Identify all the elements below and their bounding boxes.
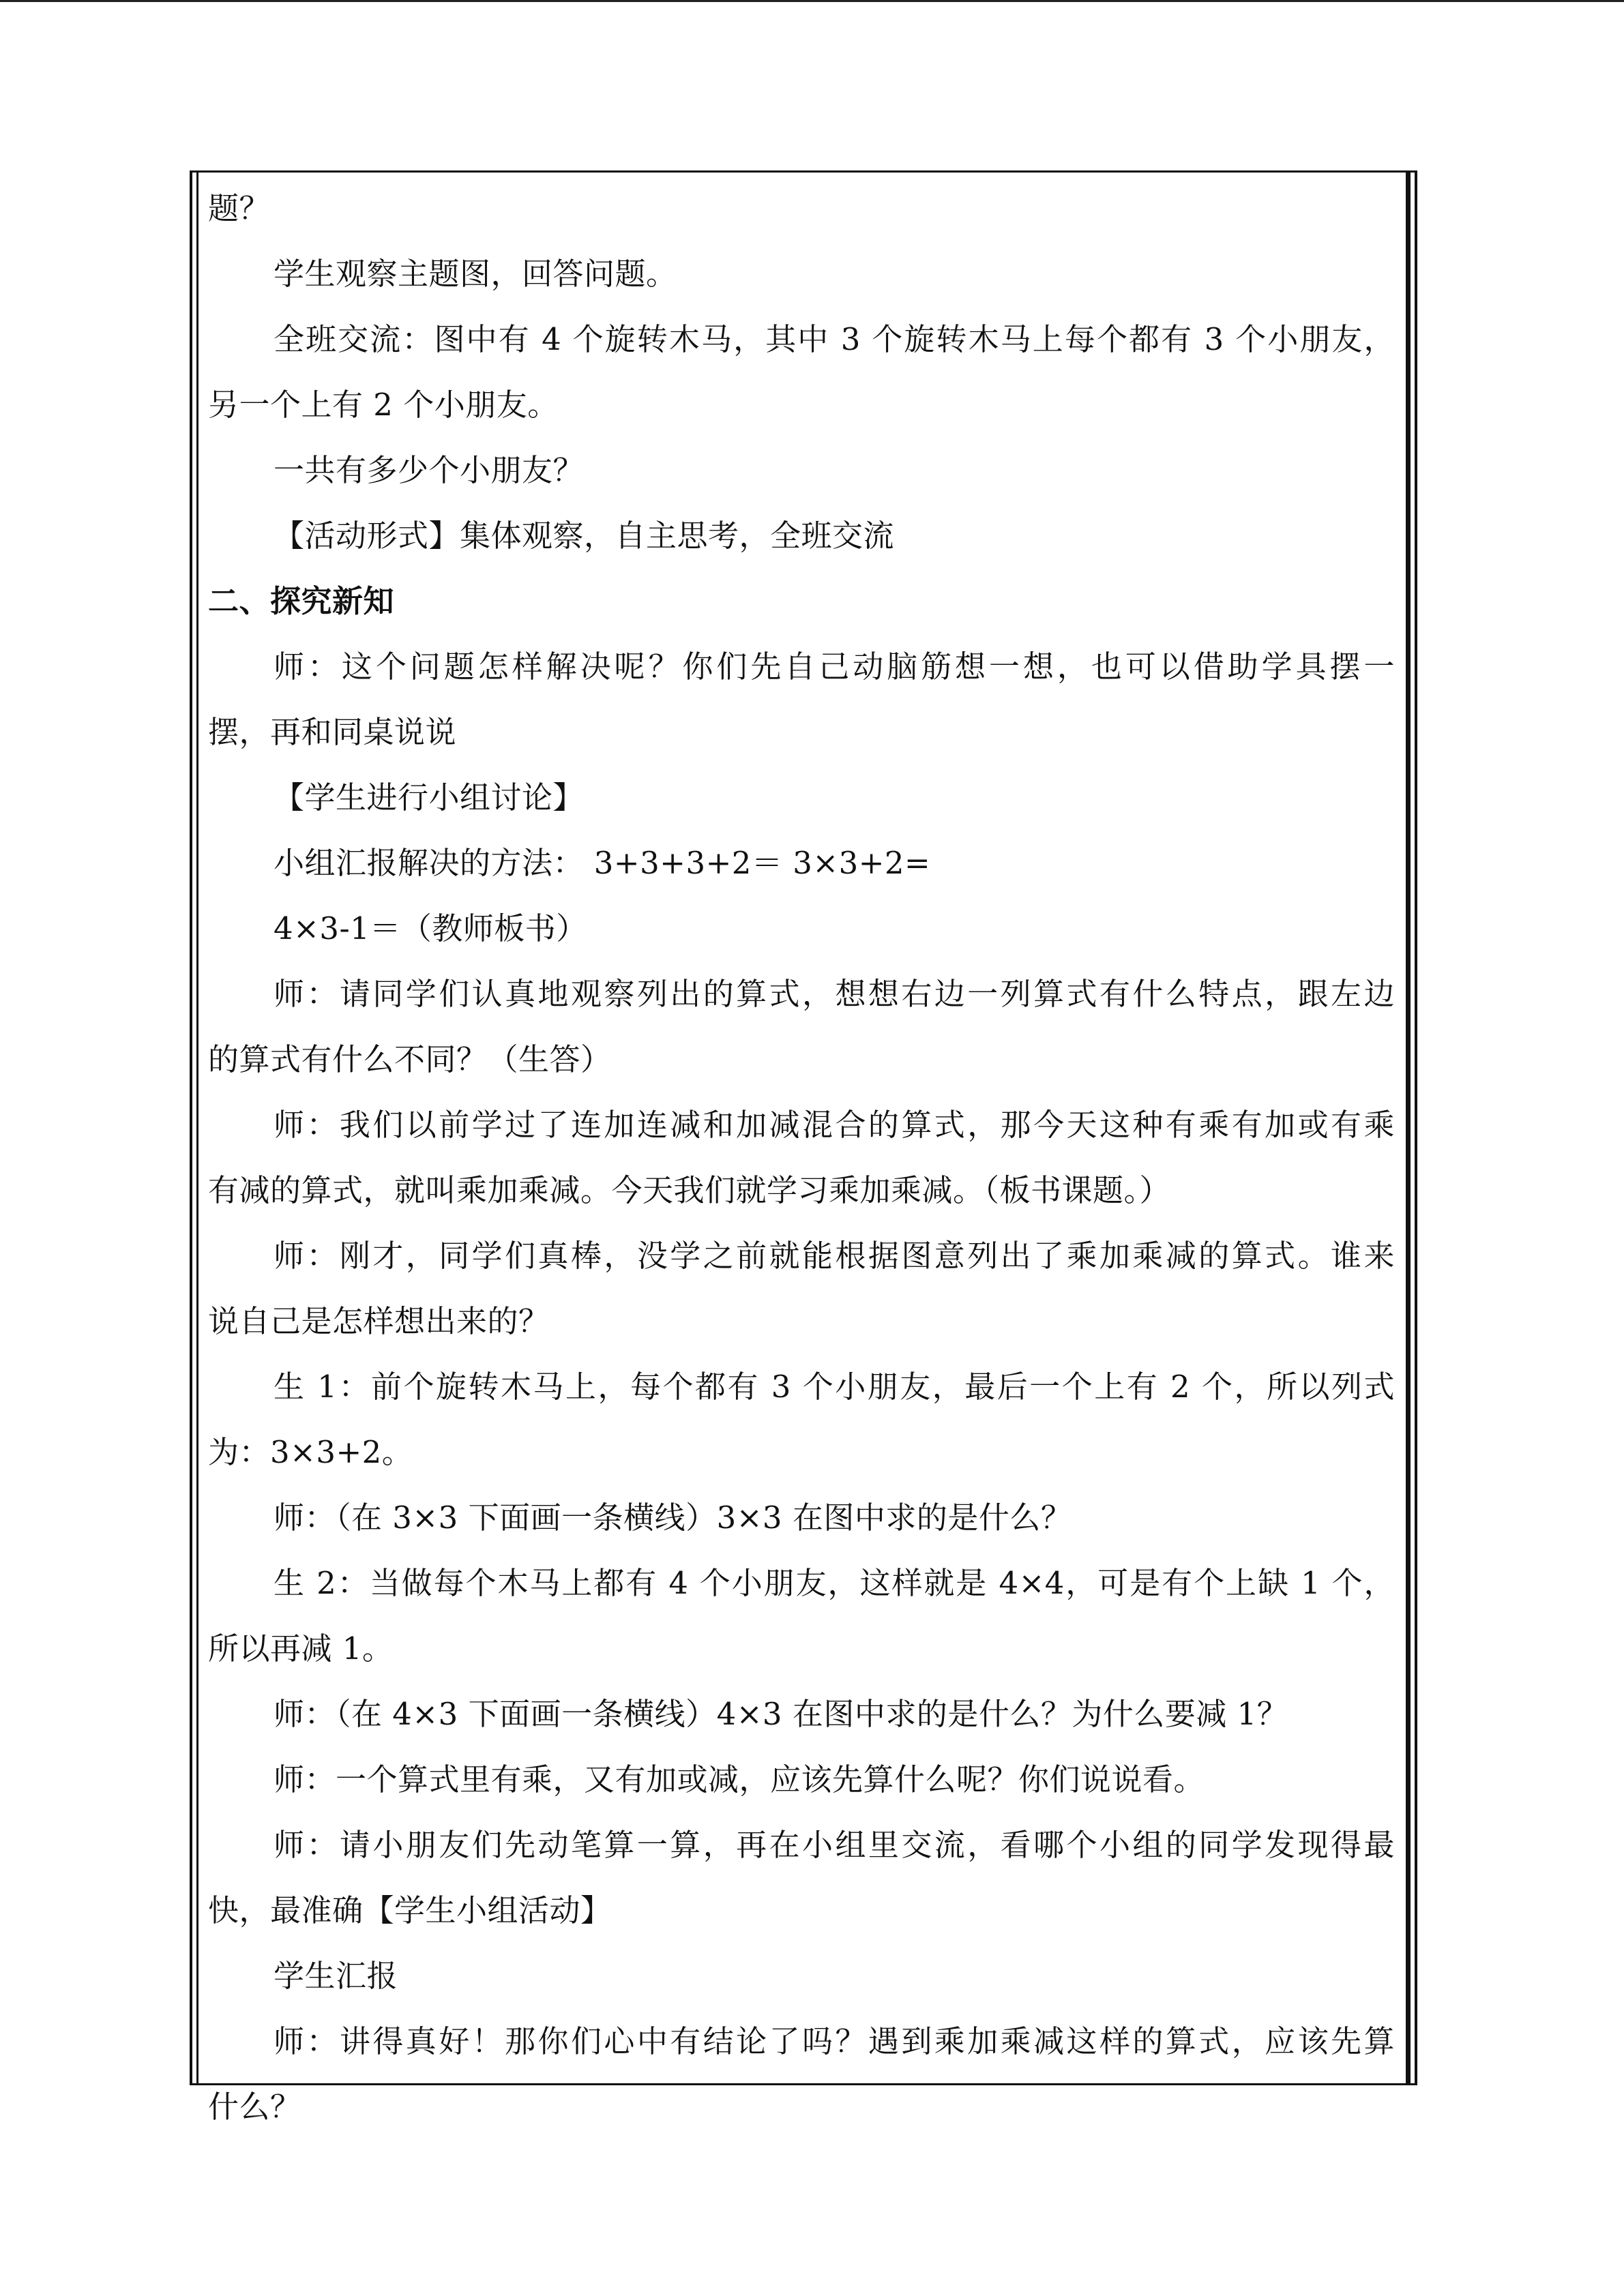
- frame-left-outer-border: [190, 173, 192, 2083]
- text-line: 师：我们以前学过了连加连减和加减混合的算式，那今天这种有乘有加或有乘: [274, 1107, 1395, 1143]
- text-line: 师：请同学们认真地观察列出的算式，想想右边一列算式有什么特点，跟左边: [274, 976, 1395, 1012]
- text-line: 师：请小朋友们先动笔算一算，再在小组里交流，看哪个小组的同学发现得最: [274, 1827, 1395, 1863]
- text-line: 所以再减 1。: [208, 1630, 394, 1667]
- text-line: 师：一个算式里有乘，又有加或减，应该先算什么呢？你们说说看。: [274, 1761, 1205, 1798]
- section-heading: 二、探究新知: [208, 583, 395, 619]
- page-top-rule: [0, 0, 1624, 2]
- text-line: 快，最准确【学生小组活动】: [208, 1892, 612, 1928]
- lesson-text: [208, 176, 1395, 2140]
- frame-left-inner-border: [196, 173, 198, 2083]
- text-line: 学生汇报: [274, 1958, 398, 1994]
- text-line: 全班交流：图中有 4 个旋转木马，其中 3 个旋转木马上每个都有 3 个小朋友，: [274, 321, 1395, 357]
- text-line: 说自己是怎样想出来的？: [208, 1303, 550, 1339]
- text-line: 师：讲得真好！那你们心中有结论了吗？遇到乘加乘减这样的算式，应该先算: [274, 2023, 1395, 2059]
- text-line: 题？: [208, 190, 271, 226]
- text-line: 小组汇报解决的方法： 3+3+3+2＝ 3×3+2=: [274, 845, 931, 881]
- text-line: 另一个上有 2 个小朋友。: [208, 387, 559, 423]
- text-line: 摆，再和同桌说说: [208, 714, 457, 750]
- frame-right-inner-border: [1406, 173, 1411, 2083]
- text-line: 什么？: [208, 2089, 301, 2125]
- text-line: 师：刚才，同学们真棒，没学之前就能根据图意列出了乘加乘减的算式。谁来: [274, 1238, 1395, 1274]
- text-line: 有减的算式，就叫乘加乘减。今天我们就学习乘加乘减。（板书课题。）: [208, 1172, 1171, 1208]
- text-line: 生 1：前个旋转木马上，每个都有 3 个小朋友，最后一个上有 2 个，所以列式: [274, 1369, 1395, 1405]
- text-line: 师：（在 3×3 下面画一条横线）3×3 在图中求的是什么？: [274, 1500, 1072, 1536]
- text-line: 师：（在 4×3 下面画一条横线）4×3 在图中求的是什么？为什么要减 1？: [274, 1696, 1288, 1732]
- text-line: 一共有多少个小朋友？: [274, 452, 585, 488]
- text-line: 学生观察主题图，回答问题。: [274, 256, 677, 292]
- text-line: 【活动形式】集体观察，自主思考，全班交流: [274, 518, 895, 554]
- text-line: 的算式有什么不同？（生答）: [208, 1041, 612, 1077]
- text-line: 4×3-1＝（教师板书）: [274, 910, 587, 946]
- text-line: 为：3×3+2。: [208, 1434, 413, 1470]
- frame-right-outer-border: [1415, 173, 1417, 2083]
- text-line: 【学生进行小组讨论】: [274, 779, 585, 816]
- text-line: 师：这个问题怎样解决呢？你们先自己动脑筋想一想，也可以借助学具摆一: [274, 648, 1395, 685]
- text-line: 生 2：当做每个木马上都有 4 个小朋友，这样就是 4×4，可是有个上缺 1 个，: [274, 1565, 1395, 1601]
